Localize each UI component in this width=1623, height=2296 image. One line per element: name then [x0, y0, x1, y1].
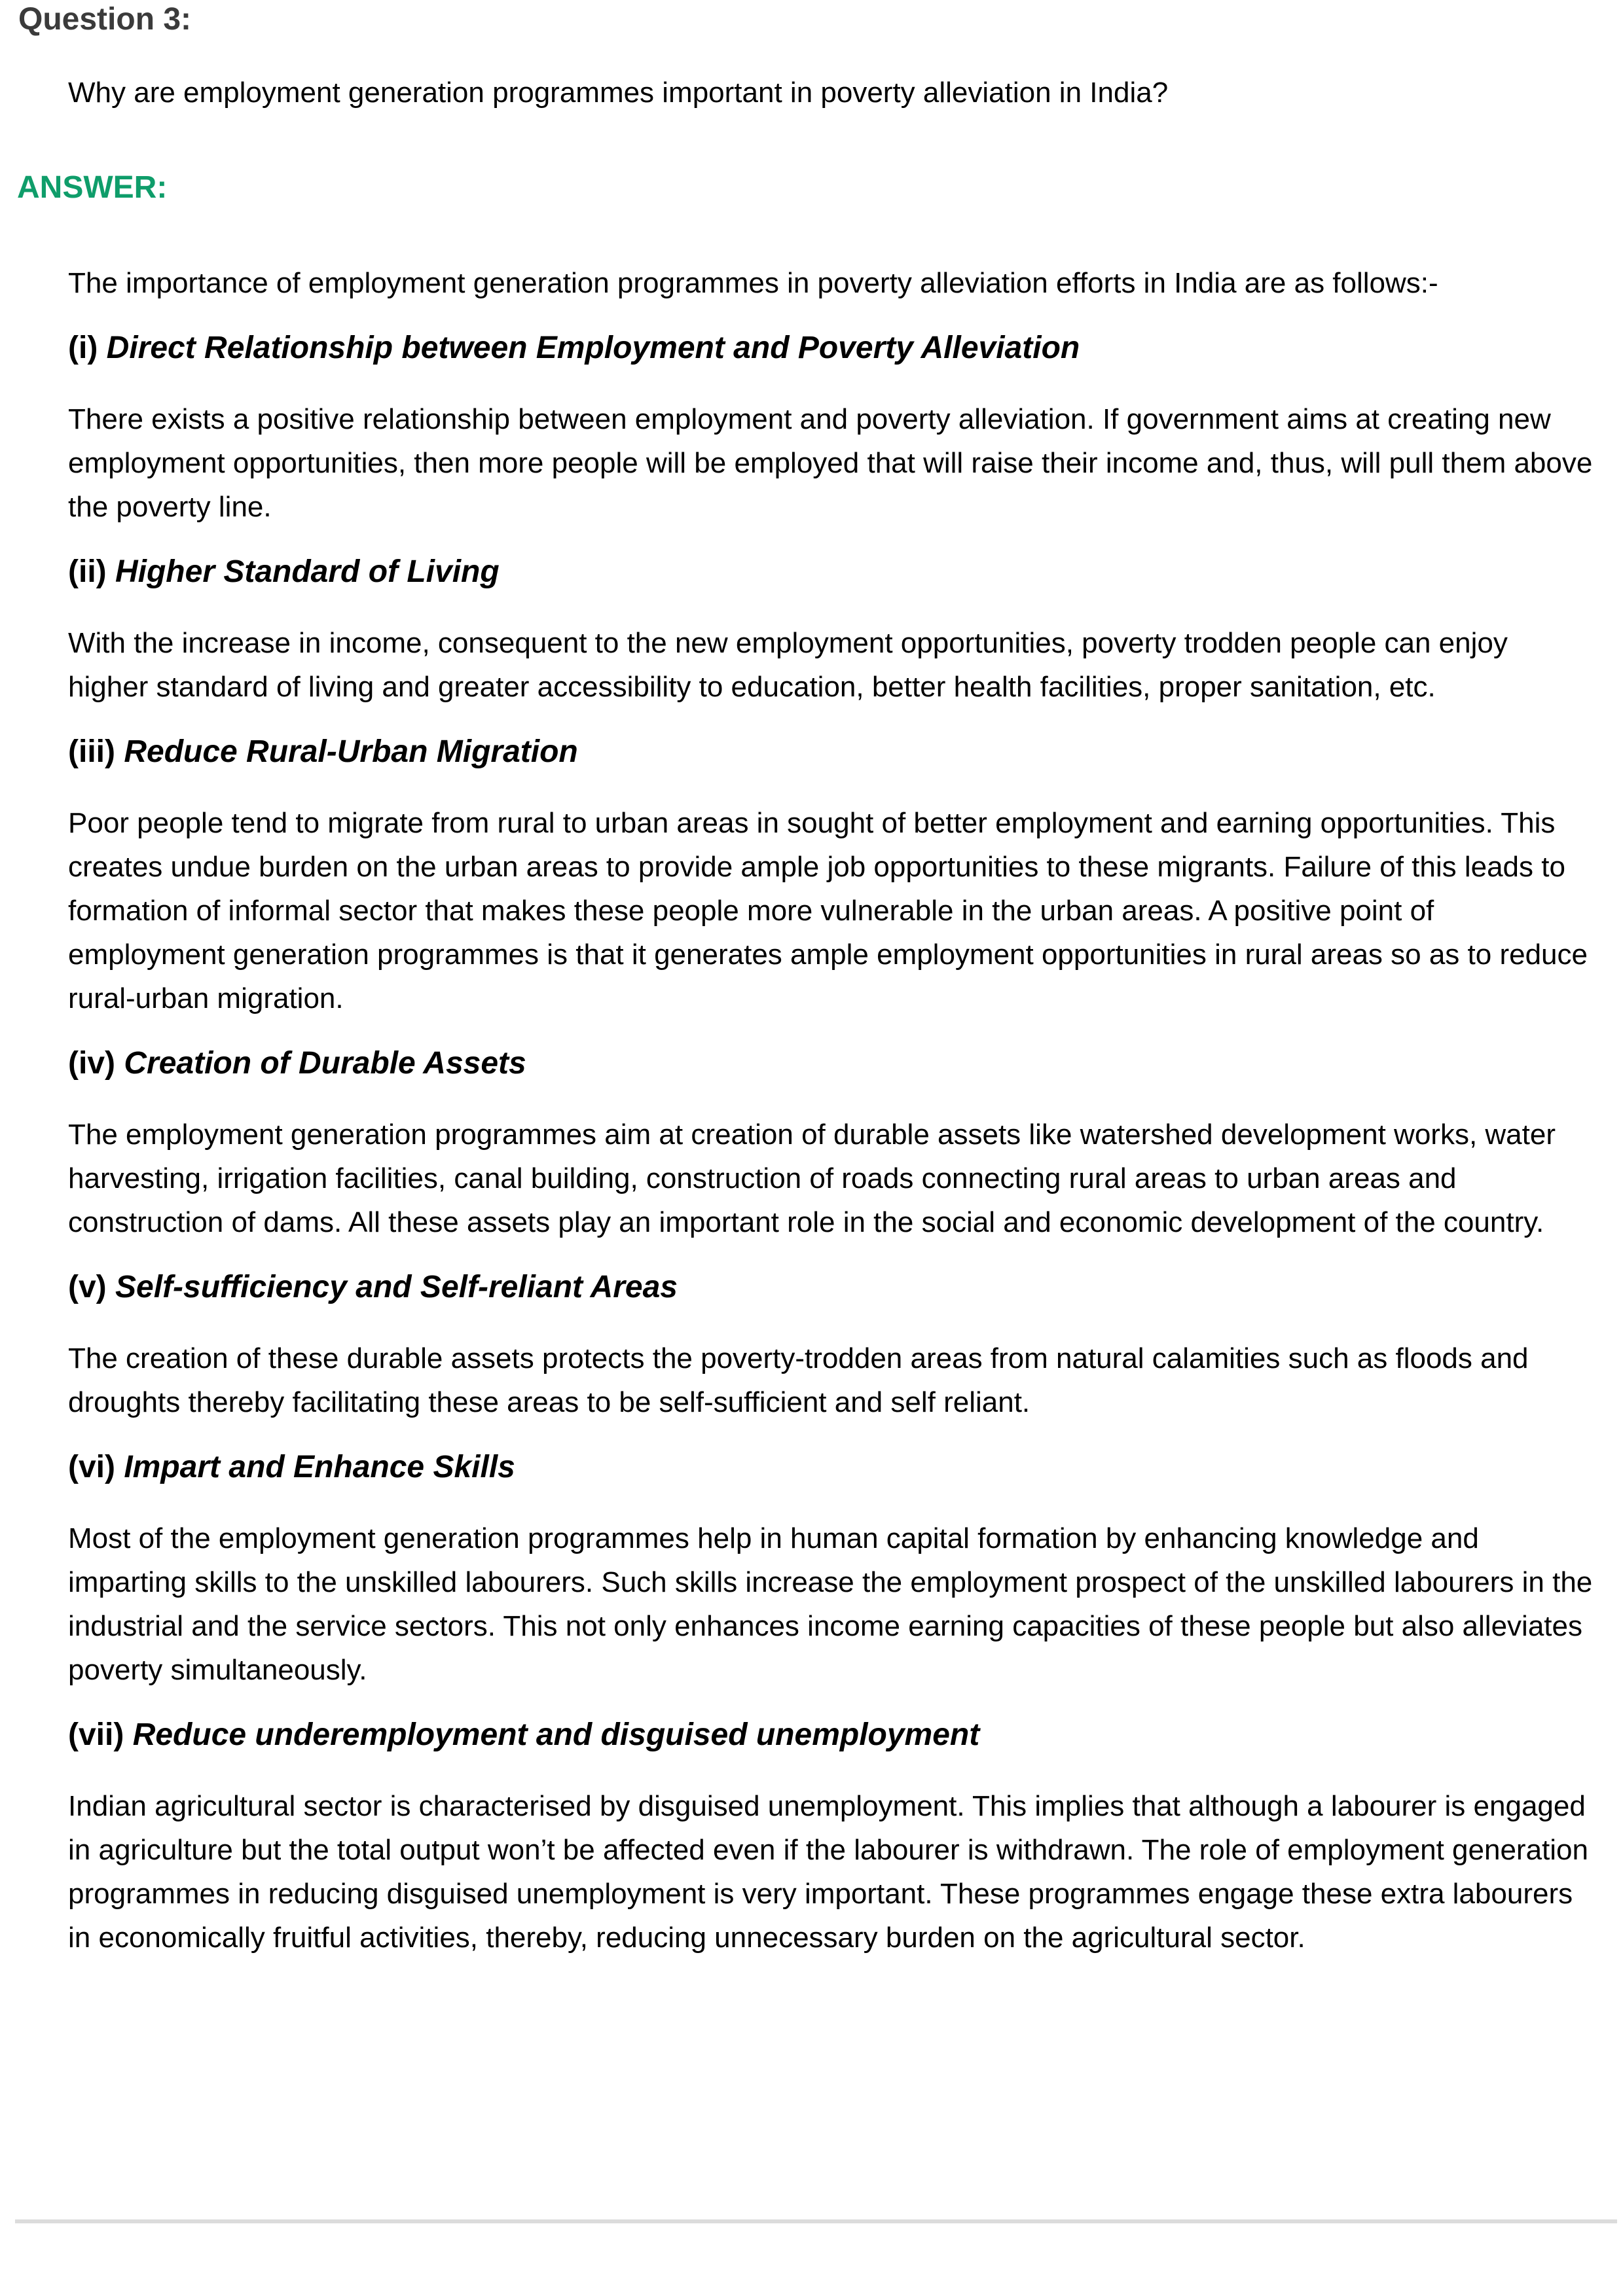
- section-title: Reduce Rural-Urban Migration: [124, 734, 578, 769]
- section-heading: [68, 1045, 1594, 1082]
- section-number: (v): [68, 1270, 107, 1304]
- section-title: Reduce underemployment and disguised unemployment: [132, 1717, 980, 1752]
- question-text: Why are employment generation programmes important in poverty alleviation in India?: [68, 77, 1169, 109]
- section-paragraph: The creation of these durable assets protects the poverty-trodden areas from natural calamities such as floods and droughts thereby facilitating these areas to be self-sufficient and self reliant.: [68, 1342, 1529, 1418]
- section-number: (ii): [68, 554, 107, 589]
- section-paragraph: Most of the employment generation programmes help in human capital formation by enhancing knowledge and imparting skills to the unskilled labourers. Such skills increase the employment prospect of the unskilled labourers in the industrial and the service sectors. This not only enhances income earning capacities of these people but also alleviates poverty simultaneously.: [68, 1522, 1593, 1686]
- answer-section: [68, 1045, 1594, 1244]
- answer-section: [68, 1269, 1594, 1424]
- section-title: Direct Relationship between Employment and Poverty Alleviation: [106, 331, 1080, 365]
- answer-label: ANSWER:: [17, 170, 168, 205]
- question-label: Question 3:: [18, 2, 192, 37]
- section-title: Higher Standard of Living: [115, 554, 500, 589]
- answer-section: [68, 330, 1594, 529]
- section-heading: [68, 1449, 1594, 1486]
- page-divider: [15, 2219, 1617, 2223]
- section-title: Impart and Enhance Skills: [124, 1450, 515, 1484]
- section-paragraph: With the increase in income, consequent to the new employment opportunities, poverty trodden people can enjoy higher standard of living and greater accessibility to education, better health facilities, proper sanitation, etc.: [68, 627, 1508, 703]
- section-paragraph: There exists a positive relationship between employment and poverty alleviation. If government aims at creating new employment opportunities, then more people will be employed that will raise their income and, thus, will pull them above the poverty line.: [68, 403, 1593, 523]
- section-number: (vii): [68, 1717, 124, 1752]
- section-number: (vi): [68, 1450, 115, 1484]
- answer-section: [68, 1717, 1594, 1960]
- section-title: Creation of Durable Assets: [124, 1046, 526, 1081]
- answer-content: [68, 261, 1594, 1960]
- section-heading: [68, 330, 1594, 367]
- section-number: (iii): [68, 734, 115, 769]
- section-heading: [68, 554, 1594, 590]
- section-heading: [68, 734, 1594, 770]
- section-paragraph: Poor people tend to migrate from rural to urban areas in sought of better employment and earning opportunities. This creates undue burden on the urban areas to provide ample job opportunities to these migrants. Failure of this leads to formation of informal sector that makes these people more vulnerable in the urban areas. A positive point of employment generation programmes is that it generates ample employment opportunities in rural areas so as to reduce rural-urban migration.: [68, 807, 1588, 1014]
- answer-intro: The importance of employment generation programmes in poverty alleviation efforts in India are as follows:-: [68, 267, 1438, 299]
- section-heading: [68, 1717, 1594, 1753]
- answer-section: [68, 734, 1594, 1020]
- section-heading: [68, 1269, 1594, 1306]
- answer-section: [68, 554, 1594, 709]
- answer-section: [68, 1449, 1594, 1692]
- section-paragraph: The employment generation programmes aim at creation of durable assets like watershed development works, water harvesting, irrigation facilities, canal building, construction of roads connecting rural areas to urban areas and construction of dams. All these assets play an important role in the social and economic development of the country.: [68, 1119, 1556, 1238]
- section-paragraph: Indian agricultural sector is characterised by disguised unemployment. This implies that although a labourer is engaged in agriculture but the total output won’t be affected even if the labourer is withdrawn. The role of employment generation programmes in reducing disguised unemployment is very important. These programmes engage these extra labourers in economically fruitful activities, thereby, reducing unnecessary burden on the agricultural sector.: [68, 1790, 1588, 1954]
- section-number: (iv): [68, 1046, 115, 1081]
- section-number: (i): [68, 331, 98, 365]
- section-title: Self-sufficiency and Self-reliant Areas: [115, 1270, 678, 1304]
